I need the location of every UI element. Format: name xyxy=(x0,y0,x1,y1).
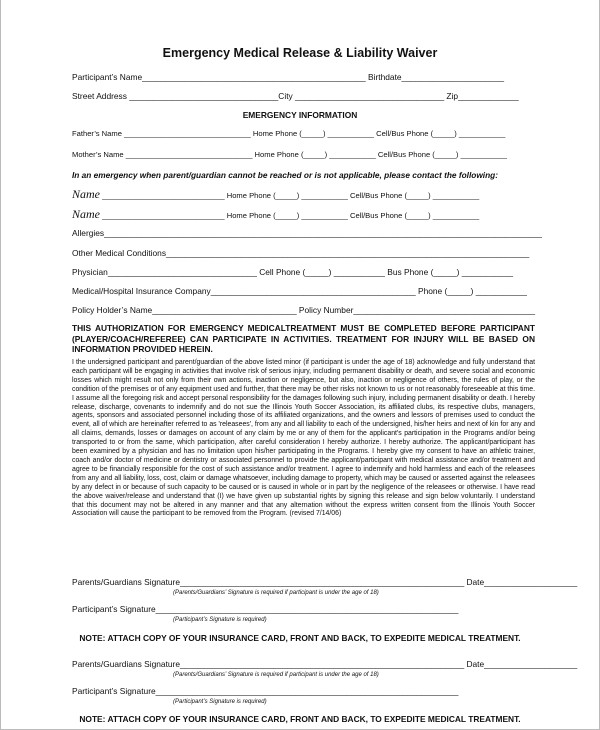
emergency-contact-2-field[interactable] xyxy=(72,207,479,222)
participant-signature-field[interactable] xyxy=(72,604,458,614)
physician-field[interactable]: Physician________________________________ Cell Phone (_____) ___________ Bus Phone (_____) ___________ xyxy=(72,267,514,277)
waiver-text: I the undersigned participant and parent/guardian of the above listed minor (if participant is under the age of 18) acknowledge and fully understand that each participant will be engaging in activities that involve risk of serious injury, including permanent disability or death, and severe social and economic losses which might result not only from their own actions, inaction or negligence, but also, inaction or negligence of others, the rules of play, or the condition of the premises or of any equipment used and further, that there may be other risks not known to us or not reasonably foreseeable at this time. I assume all the foregoing risk and accept personal responsibility for the damages following such injury, including permanent disability or death. I hereby release, discharge, covenants to indemnify and do not sue the Illinois Youth Soccer Association, its affiliated clubs, its respective clubs, managers, agents, sponsors and associated personnel including those of its affiliated organizations, and the owners and lessors of premises used to conduct the event, all of which are hereinafter referred to as 'releasees', from any and all liability to each of the undersigned, his/her heirs and next of kin for any and all claims, demands, losses or damages on account of any claim by me or any of them for the applicant's participation in the Programs and/or being transported to or from the same, which participation, after careful consideration I hereby authorize. I hereby authorize. The applicant/participant has been examined by a physician and has no limitation upon his/her participating in the Programs. I hereby give my consent to have an athletic trainer, coach and/or doctor of medicine or dentistry or associated personnel to provide the applicant/participant with medical assistance and/or treatment and agree to be financially responsible for the cost of such assistance and/or treatment. I agree to indemnify and hold harmless and each of the releasees from any and all liability, loss, cost, claim or damage whatsoever, including damage to property, which may be caused or asserted against the releasees by any defect in or because of such capacity to be caused or is caused in whole or in part by the negligence of the releasees or otherwise. I have read the above waiver/release and understand that (I) we have given up substantial rights by signing this release and sign below voluntarily. I understand that this document may not be altered in any manner and that any alternation without the express written consent from the Illinois Youth Soccer Association will cause the participant to be removed from the Program. (revised 7/14/06) xyxy=(72,359,535,518)
insurance-company-field[interactable]: Medical/Hospital Insurance Company____________________________________________ Phone (_____) ___________ xyxy=(72,286,527,296)
name-label: Name xyxy=(72,207,100,221)
emergency-contact-1-line: _____________________________ Home Phone (_____) ___________ Cell/Bus Phone (_____) ___________ xyxy=(102,191,480,200)
allergies-field[interactable]: Allergies______________________________________________________________________________________________ xyxy=(72,228,542,238)
participant-signature-hint-2: (Participant’s Signature is required) xyxy=(173,699,267,705)
insurance-note: NOTE: ATTACH COPY OF YOUR INSURANCE CARD, FRONT AND BACK, TO EXPEDITE MEDICAL TREATMENT. xyxy=(79,633,521,643)
date-label: Date xyxy=(466,659,485,669)
participant-signature-field-2[interactable] xyxy=(72,686,458,696)
other-medical-conditions-field[interactable]: Other Medical Conditions______________________________________________________________________________ xyxy=(72,248,530,258)
emergency-contact-1-field[interactable] xyxy=(72,187,479,202)
parent-signature-label: Parents/Guardians Signature xyxy=(72,659,181,669)
date-line: ____________________ xyxy=(484,577,578,587)
date-label: Date xyxy=(466,577,485,587)
parent-signature-hint-2: (Parents/Guardians’ Signature is required if participant is under the age of 18) xyxy=(173,672,379,678)
name-label: Name xyxy=(72,187,100,201)
parent-signature-field[interactable] xyxy=(72,577,577,587)
parent-signature-line: _____________________________________________________________ xyxy=(180,577,465,587)
parent-signature-field-2[interactable] xyxy=(72,659,577,669)
parent-signature-line: _____________________________________________________________ xyxy=(180,659,465,669)
emergency-information-heading: EMERGENCY INFORMATION xyxy=(242,110,358,120)
emergency-contact-2-line: _____________________________ Home Phone (_____) ___________ Cell/Bus Phone (_____) ___________ xyxy=(102,211,480,220)
insurance-note-2: NOTE: ATTACH COPY OF YOUR INSURANCE CARD, FRONT AND BACK, TO EXPEDITE MEDICAL TREATMENT. xyxy=(79,714,521,724)
emergency-contact-note: In an emergency when parent/guardian cannot be reached or is not applicable, please contact the following: xyxy=(72,170,498,180)
participant-signature-label: Participant’s Signature xyxy=(72,686,156,696)
participant-signature-hint: (Participant’s Signature is required) xyxy=(173,617,267,623)
street-address-field[interactable]: Street Address ________________________________City ________________________________ Zip_____________ xyxy=(72,91,519,101)
parent-signature-label: Parents/Guardians Signature xyxy=(72,577,181,587)
parent-signature-hint: (Parents/Guardians’ Signature is required if participant is under the age of 18) xyxy=(173,590,379,596)
participant-signature-line: _________________________________________________________________ xyxy=(155,604,459,614)
participant-name-field[interactable]: Participant’s Name________________________________________________ Birthdate______________________ xyxy=(72,72,505,82)
mothers-name-field[interactable]: Mother’s Name ______________________________ Home Phone (_____) ___________ Cell/Bus Phone (_____) ___________ xyxy=(72,150,508,159)
document-title: Emergency Medical Release & Liability Waiver xyxy=(162,46,438,60)
fathers-name-field[interactable]: Father’s Name ______________________________ Home Phone (_____) ___________ Cell/Bus Phone (_____) ___________ xyxy=(72,129,506,138)
date-line: ____________________ xyxy=(484,659,578,669)
participant-signature-label: Participant’s Signature xyxy=(72,604,156,614)
participant-signature-line: _________________________________________________________________ xyxy=(155,686,459,696)
authorization-statement: THIS AUTHORIZATION FOR EMERGENCY MEDICALTREATMENT MUST BE COMPLETED BEFORE PARTICIPANT (PLAYER/COACH/REFEREE) CAN PARTICIPATE IN ACTIVITIES. TREATMENT FOR INJURY WILL BE BASED ON INFORMATION PROVIDED HEREIN. xyxy=(72,323,535,354)
policy-holder-field[interactable]: Policy Holder’s Name_______________________________ Policy Number_______________________________________ xyxy=(72,305,536,315)
